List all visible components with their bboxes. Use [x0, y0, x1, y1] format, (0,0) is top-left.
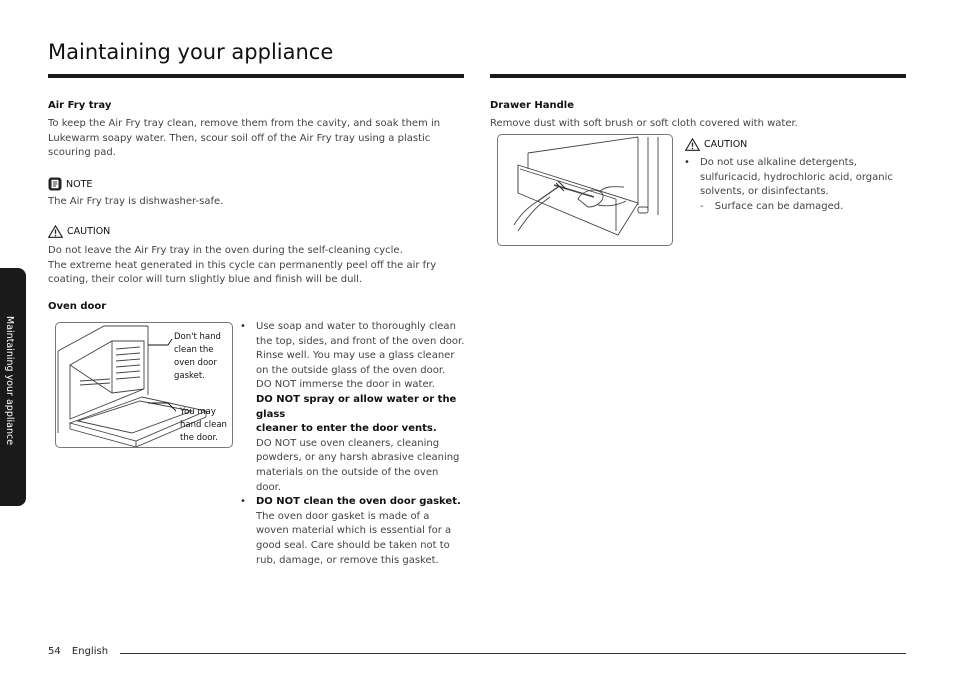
drawer-heading: Drawer Handle: [490, 100, 575, 111]
drawer-figure: [497, 134, 673, 246]
list-item: [684, 156, 906, 200]
callout-gasket-line: clean the: [174, 345, 214, 355]
bullet1-line: on the outside glass of the oven door.: [256, 364, 446, 376]
bullet1-tail-line: DO NOT use oven cleaners, cleaning: [256, 437, 440, 449]
caution-header: [48, 225, 110, 238]
caution-label: CAUTION: [67, 226, 111, 237]
bullet1-line: the top, sides, and front of the oven door.: [256, 335, 465, 347]
callout-door-line: the door.: [180, 433, 218, 443]
callout-gasket-line: oven door: [174, 358, 217, 368]
note-header: [48, 177, 92, 191]
oven-door-bullets: [240, 320, 466, 568]
bullet1-tail-line: materials on the outside of the oven: [256, 466, 439, 478]
page-title: Maintaining your appliance: [48, 40, 334, 64]
drawer-body: Remove dust with soft brush or soft cloth covered with water.: [490, 118, 798, 129]
callout-door-line: hand clean: [180, 420, 227, 430]
footer: [48, 646, 108, 657]
caution-body: [48, 244, 464, 288]
callout-gasket-line: gasket.: [174, 371, 205, 381]
drawer-caution-list: [684, 156, 906, 200]
header-rule-right: [490, 74, 906, 78]
sub-item-text: Surface can be damaged.: [714, 201, 844, 212]
footer-rule: [120, 653, 906, 654]
bullet2-bold-line: • DO NOT clean the oven door gasket.: [256, 496, 461, 508]
oven-door-figure: [55, 322, 233, 448]
callout-gasket: [174, 331, 221, 383]
note-label: NOTE: [66, 178, 93, 190]
side-tab-label: Maintaining your appliance: [4, 316, 15, 446]
air-fry-body-line: Lukewarm soapy water. Then, scour soil off of the Air Fry tray using a plastic: [48, 132, 431, 144]
bullet1-tail-line: door.: [256, 481, 281, 493]
side-tab: [0, 268, 26, 506]
bullet2-line: rub, damage, or remove this gasket.: [256, 554, 439, 566]
drawer-caution-line: sulfuricacid, hydrochloric acid, organic: [700, 171, 893, 183]
caution-line: Do not leave the Air Fry tray in the oven during the self-cleaning cycle.: [48, 245, 403, 256]
warning-triangle-icon: [48, 225, 63, 238]
bullet1-bold-line: DO NOT spray or allow water or the glass: [256, 393, 457, 420]
warning-triangle-icon: [685, 138, 700, 151]
bullet1-line: • Use soap and water to thoroughly clean: [256, 321, 456, 332]
callout-door-line: You may: [180, 407, 216, 417]
footer-language: English: [71, 646, 109, 657]
caution-line: The extreme heat generated in this cycle can permanently peel off the air fry: [48, 259, 437, 271]
list-item: [240, 495, 466, 568]
page-number: 54: [48, 646, 61, 657]
bullet1-tail-line: powders, or any harsh abrasive cleaning: [256, 452, 460, 464]
air-fry-body-line: To keep the Air Fry tray clean, remove them from the cavity, and soak them in: [48, 118, 441, 129]
callout-door: [180, 406, 227, 445]
oven-door-heading: Oven door: [48, 301, 107, 312]
air-fry-heading: Air Fry tray: [48, 100, 112, 111]
sub-dash: -: [700, 201, 704, 212]
bullet1-line: Rinse well. You may use a glass cleaner: [256, 350, 455, 362]
drawer-caution-header: [685, 138, 747, 151]
note-icon: [48, 177, 62, 191]
bullet1-bold-line: cleaner to enter the door vents.: [256, 423, 437, 435]
drawer-caution-line: solvents, or disinfectants.: [700, 186, 829, 198]
bullet2-line: The oven door gasket is made of a: [256, 510, 430, 522]
bullet2-line: good seal. Care should be taken not to: [256, 539, 450, 551]
note-text: The Air Fry tray is dishwasher-safe.: [48, 196, 224, 207]
bullet1-line: DO NOT immerse the door in water.: [256, 379, 435, 391]
drawer-caution-line: • Do not use alkaline detergents,: [700, 157, 857, 168]
air-fry-body-line: scouring pad.: [48, 147, 116, 159]
air-fry-body: [48, 117, 464, 161]
header-rule-left: [48, 74, 464, 78]
drawer-illustration: [498, 135, 672, 245]
drawer-caution-label: CAUTION: [704, 139, 748, 150]
drawer-sub-item: [700, 200, 843, 215]
bullet2-line: woven material which is essential for a: [256, 525, 452, 537]
list-item: [240, 320, 466, 495]
callout-gasket-line: Don't hand: [174, 332, 221, 342]
caution-line: coating, their color will turn slightly blue and finish will be dull.: [48, 274, 363, 286]
